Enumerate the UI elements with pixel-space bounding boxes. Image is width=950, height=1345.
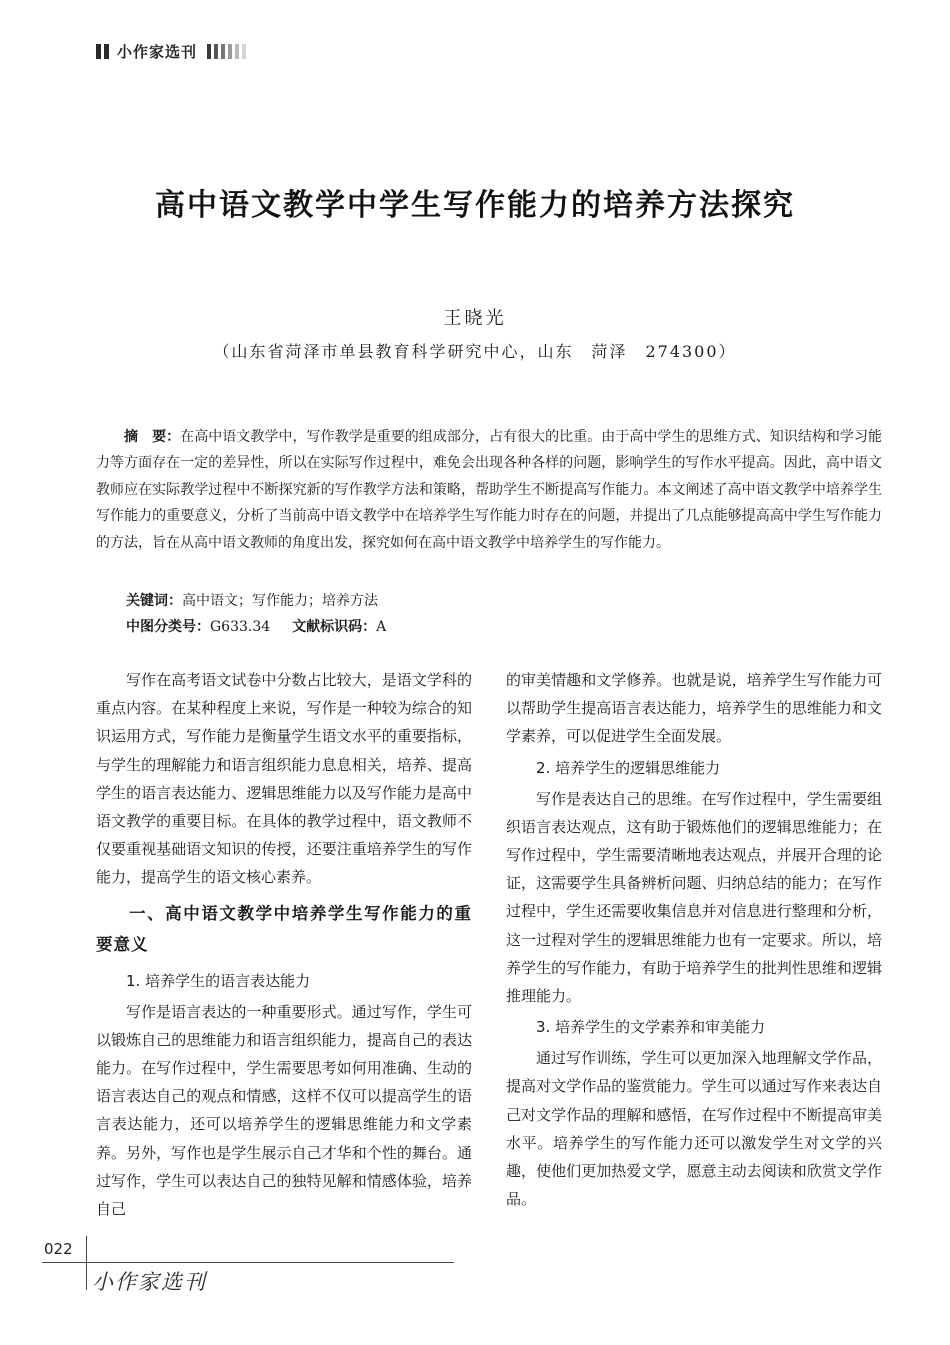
footer-rule: [42, 1262, 454, 1263]
body-column-left: [96, 666, 472, 1223]
footer-logo: 小作家选刊: [92, 1270, 207, 1294]
article-title: 高中语文教学中学生写作能力的培养方法探究: [155, 188, 795, 223]
subsection-heading-2: 2. 培养学生的逻辑思维能力: [536, 758, 721, 777]
clc-value: G633.34: [210, 619, 271, 635]
subsection-3-paragraph: 通过写作训练，学生可以更加深入地理解文学作品，提高对文学作品的鉴赏能力。学生可以通过写作来表达自己对文学作品的理解和感悟，在写作过程中不断提高审美水平。培养学生的写作能力还可以激发学生对文学的兴趣，使他们更加热爱文学，愿意主动去阅读和欣赏文学作品。: [506, 1049, 882, 1209]
section-heading-1: 一、高中语文教学中培养学生写作能力的重要意义: [96, 903, 472, 954]
subsection-2-paragraph: 写作是表达自己的思维。在写作过程中，学生需要组织语言表达观点，这有助于锻炼他们的逻辑思维能力；在写作过程中，学生需要清晰地表达观点，并展开合理的论证，这需要学生具备辨析问题、归纳总结的能力；在写作过程中，学生还需要收集信息并对信息进行整理和分析，这一过程对学生的逻辑思维能力也有一定要求。所以，培养学生的写作能力，有助于培养学生的批判性思维和逻辑推理能力。: [506, 789, 882, 1006]
running-header: [96, 40, 246, 62]
keywords-text: 高中语文；写作能力；培养方法: [182, 593, 378, 609]
classification: [126, 614, 386, 640]
keywords: [126, 588, 378, 614]
intro-paragraph: 写作在高考语文试卷中分数占比较大，是语文学科的重点内容。在某种程度上来说，写作是一种较为综合的知识运用方式，写作能力是衡量学生语文水平的重要指标，与学生的理解能力和语言组织能力息息相关，培养、提高学生的语言表达能力、逻辑思维能力以及写作能力是高中语文教学的重要目标。在具体的教学过程中，语文教师不仅要重视基础语文知识的传授，还要注重培养学生的写作能力，提高学生的语文核心素养。: [96, 671, 472, 887]
abstract-text: 在高中语文教学中，写作教学是重要的组成部分，占有很大的比重。由于高中学生的思维方式、知识结构和学习能力等方面存在一定的差异性，所以在实际写作过程中，难免会出现各种各样的问题，影响学生的写作水平提高。因此，高中语文教师应在实际教学过程中不断探究新的写作教学方法和策略，帮助学生不断提高写作能力。本文阐述了高中语文教学中培养学生写作能力的重要意义，分析了当前高中语文教学中在培养学生写作能力时存在的问题，并提出了几点能够提高高中学生写作能力的方法，旨在从高中语文教师的角度出发，探究如何在高中语文教学中培养学生的写作能力。: [96, 429, 883, 551]
doc-code-label: 文献标识码：: [292, 619, 377, 635]
keywords-label: 关键词：: [126, 593, 182, 609]
subsection-heading-3: 3. 培养学生的文学素养和审美能力: [536, 1018, 766, 1037]
journal-name: 小作家选刊: [117, 42, 198, 61]
subsection-1-continuation: 的审美情趣和文学修养。也就是说，培养学生写作能力可以帮助学生提高语言表达能力，培养学生的思维能力和文学素养，可以促进学生全面发展。: [506, 671, 882, 746]
clc-label: 中图分类号：: [126, 619, 210, 635]
subsection-1-paragraph: 写作是语言表达的一种重要形式。通过写作，学生可以锻炼自己的思维能力和语言组织能力，提高自己的表达能力。在写作过程中，学生需要思考如何用准确、生动的语言表达自己的观点和情感，这样不仅可以提高学生的语言表达能力，还可以培养学生的逻辑思维能力和文学素养。另外，写作也是学生展示自己才华和个性的舞台。通过写作，学生可以表达自己的独特见解和情感体验，培养自己: [96, 1002, 472, 1219]
body-column-right: [506, 666, 882, 1213]
header-gradient-bars-decoration: [207, 44, 246, 59]
abstract: [96, 424, 882, 556]
doc-code-value: A: [376, 619, 387, 635]
footer-divider: [86, 1236, 87, 1290]
abstract-paragraph: [96, 424, 882, 556]
subsection-heading-1: 1. 培养学生的语言表达能力: [126, 971, 311, 990]
page-number: 022: [44, 1240, 73, 1258]
abstract-label: 摘 要：: [124, 429, 181, 445]
author-name: 王晓光: [443, 308, 507, 329]
author-affiliation: （山东省菏泽市单县教育科学研究中心，山东 菏泽 274300）: [213, 342, 737, 361]
header-bars-decoration: [96, 44, 109, 59]
